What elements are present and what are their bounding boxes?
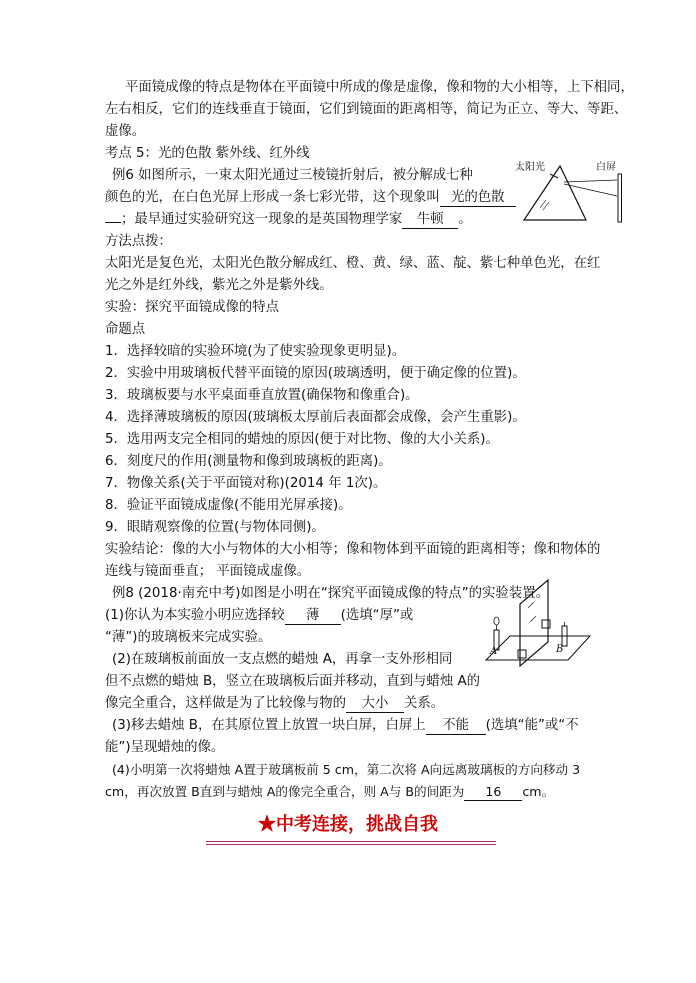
conclusion-line1: 实验结论：像的大小与物体的大小相等；像和物体到平面镜的距离相等；像和物体的	[105, 542, 601, 557]
answer-blank-thin: 薄	[285, 607, 341, 625]
para-mirror-rule-line3: 虚像。	[105, 124, 146, 139]
prism-figure	[512, 158, 630, 224]
test-point-item: 3．玻璃板要与水平桌面垂直放置(确保物和像重合)。	[105, 388, 419, 403]
clamp-icon	[542, 620, 550, 628]
glass-mark-icon	[528, 602, 534, 608]
question3-line1	[112, 716, 579, 736]
answer-blank-tail	[105, 222, 121, 223]
question2-text: 关系。	[404, 696, 445, 711]
example8-intro: 例8 (2018·南充中考)如图是小明在“探究平面镜成像的特点”的实验装置。	[112, 586, 549, 601]
example6-text: 。	[458, 212, 472, 227]
example6-line1: 例6 如图所示，一束太阳光通过三棱镜折射后，被分解成七种	[112, 168, 473, 183]
test-point-item: 6．刻度尺的作用(测量物和像到玻璃板的距离)。	[105, 454, 392, 469]
question2-line3	[105, 694, 444, 714]
question1-line2: “薄”)的玻璃板来完成实验。	[105, 630, 272, 645]
para-mirror-rule-line2: 左右相反，它们的连线垂直于镜面，它们到镜面的距离相等，简记为正立、等大、等距、	[105, 102, 628, 117]
example6-text: 颜色的光，在白色光屏上形成一条七彩光带，这个现象叫	[105, 190, 440, 205]
answer-blank-dispersion: 光的色散	[440, 189, 516, 207]
screen-label: 白屏	[596, 162, 616, 173]
banner-rule-top	[206, 841, 496, 842]
banner-rule-bottom	[206, 844, 496, 845]
question4-text: cm。	[522, 784, 555, 799]
example6-line2	[105, 188, 516, 208]
glass-mark-icon	[530, 616, 536, 622]
tabletop-icon	[486, 636, 590, 660]
label-candle-a: A	[490, 646, 498, 657]
test-point-item: 5．选用两支完全相同的蜡烛的原因(便于对比物、像的大小关系)。	[105, 432, 499, 447]
flame-icon	[494, 617, 499, 625]
example6-text: ；最早通过实验研究这一现象的是英国物理学家	[121, 212, 403, 227]
white-screen-icon	[618, 174, 622, 222]
question3-line2: 能”)呈现蜡烛的像。	[105, 740, 225, 755]
question2-line1: (2)在玻璃板前面放一支点燃的蜡烛 A，再拿一支外形相同	[112, 652, 453, 667]
answer-blank-cannot: 不能	[426, 717, 486, 735]
spectrum-ray-top-icon	[564, 180, 617, 182]
glass-plate-icon	[520, 580, 548, 666]
test-point-item: 2．实验中用玻璃板代替平面镜的原因(玻璃透明，便于确定像的位置)。	[105, 366, 526, 381]
question4-line2	[105, 782, 554, 802]
test-point-item: 1．选择较暗的实验环境(为了使实验现象更明显)。	[105, 344, 406, 359]
question1-text: (1)你认为本实验小明应选择较	[105, 608, 285, 623]
test-points-heading: 命题点	[105, 322, 146, 337]
conclusion-line2: 连线与镜面垂直； 平面镜成虚像。	[105, 564, 311, 579]
question1-text: (选填“厚”或	[340, 608, 414, 623]
answer-blank-size: 大小	[346, 695, 404, 713]
question1-line1	[105, 606, 413, 626]
mirror-experiment-figure	[484, 578, 592, 686]
question3-text: (选填“能”或“不	[485, 718, 579, 733]
method-heading: 方法点拨：	[105, 234, 172, 249]
method-line1: 太阳光是复色光，太阳光色散分解成红、橙、黄、绿、蓝、靛、紫七种单色光，在红	[105, 256, 601, 271]
label-candle-b: B	[556, 644, 564, 655]
question2-text: 像完全重合，这样做是为了比较像与物的	[105, 696, 347, 711]
test-point-item: 4．选择薄玻璃板的原因(玻璃板太厚前后表面都会成像，会产生重影)。	[105, 410, 526, 425]
answer-blank-distance: 16	[464, 783, 522, 801]
test-point-item: 8．验证平面镜成虚像(不能用光屏承接)。	[105, 498, 352, 513]
prism-icon	[524, 166, 586, 220]
test-point-item: 9．眼睛观察像的位置(与物体同侧)。	[105, 520, 325, 535]
sun-label: 太阳光	[515, 162, 545, 173]
question4-line1: (4)小明第一次将蜡烛 A置于玻璃板前 5 cm，第二次将 A向远离玻璃板的方向移动 3	[112, 762, 581, 777]
section-heading-kp5: 考点 5：光的色散 紫外线、红外线	[105, 146, 310, 161]
example6-line3	[105, 210, 472, 230]
answer-blank-newton: 牛顿	[402, 211, 458, 229]
para-mirror-rule-line1: 平面镜成像的特点是物体在平面镜中所成的像是虚像，像和物的大小相等，上下相同，	[125, 80, 634, 95]
section-banner: ★中考连接，挑战自我	[258, 814, 438, 835]
clamp-icon	[518, 650, 526, 658]
experiment-heading: 实验：探究平面镜成像的特点	[105, 300, 280, 315]
question4-text: cm，再次放置 B直到与蜡烛 A的像完全重合，则 A与 B的间距为	[105, 784, 465, 799]
question3-text: (3)移去蜡烛 B，在其原位置上放置一块白屏，白屏上	[112, 718, 426, 733]
test-point-item: 7．物像关系(关于平面镜对称)(2014 年 1次)。	[105, 476, 387, 491]
method-line2: 光之外是红外线，紫光之外是紫外线。	[105, 278, 333, 293]
question2-line2: 但不点燃的蜡烛 B，竖立在玻璃板后面并移动，直到与蜡烛 A的	[105, 674, 481, 689]
